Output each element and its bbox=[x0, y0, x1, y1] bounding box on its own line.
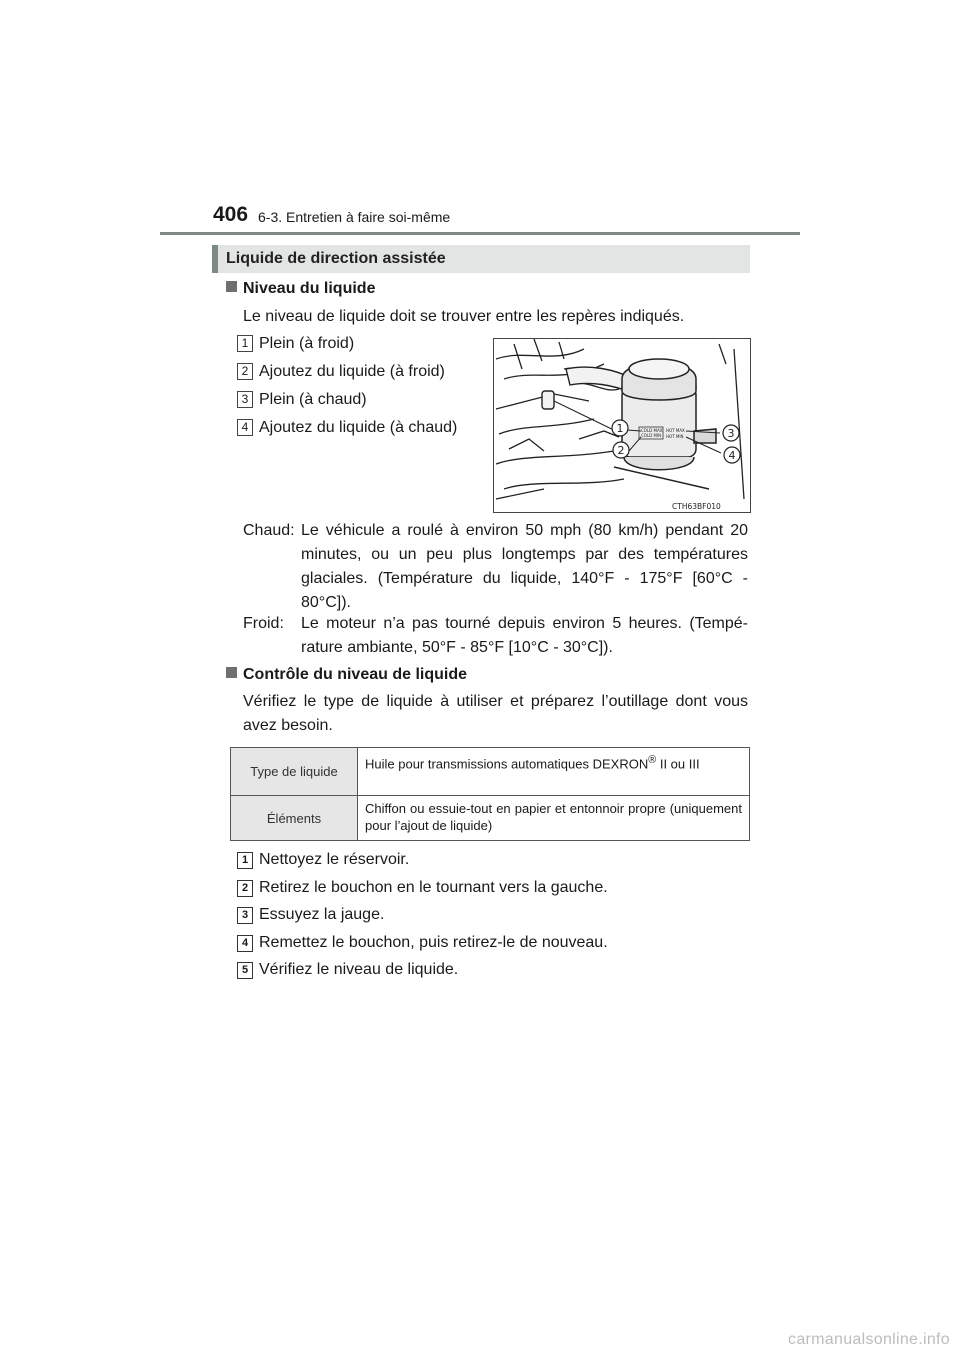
legend-item: 4 Ajoutez du liquide (à chaud) bbox=[237, 419, 457, 441]
table-row bbox=[231, 796, 750, 841]
table-label: Éléments bbox=[231, 796, 358, 841]
table-label: Type de liquide bbox=[231, 748, 358, 796]
illustration-code: CTH63BF010 bbox=[672, 502, 721, 511]
step-4-icon: 4 bbox=[237, 935, 253, 952]
level-check-intro: Vérifiez le type de liquide à utiliser et préparez l’outillage dont vous avez besoin. bbox=[243, 693, 748, 734]
section-banner bbox=[212, 245, 750, 273]
legend-item: 2 Ajoutez du liquide (à froid) bbox=[237, 363, 445, 385]
callout-1: 1 bbox=[616, 422, 624, 435]
step-item: 3 Essuyez la jauge. bbox=[237, 906, 384, 928]
step-5-icon: 5 bbox=[237, 962, 253, 979]
chapter-title: 6-3. Entretien à faire soi-même bbox=[258, 209, 451, 225]
mark-cold-min: COLD MIN bbox=[641, 433, 662, 438]
fluid-level-intro: Le niveau de liquide doit se trouver entre les repères indiqués. bbox=[243, 308, 685, 325]
reservoir-drawing bbox=[494, 339, 750, 512]
legend-item: 1 Plein (à froid) bbox=[237, 335, 354, 357]
definition-hot: Chaud: Le véhicule a roulé à environ 50 mph (80 km/h) pendant 20 minutes, ou un peu plus longtemps par des températures glaciales. (Température du liquide, 140°F - 175°F [60°C - 80°C]). bbox=[243, 522, 748, 611]
step-3-icon: 3 bbox=[237, 907, 253, 924]
fluid-level-heading: Niveau du liquide bbox=[226, 280, 375, 298]
mark-hot-max: HOT MAX bbox=[666, 428, 685, 433]
step-item: 4 Remettez le bouchon, puis retirez-le de nouveau. bbox=[237, 934, 608, 956]
callout-3: 3 bbox=[727, 427, 735, 440]
legend-item: 3 Plein (à chaud) bbox=[237, 391, 367, 413]
mark-cold-max: COLD MAX bbox=[641, 428, 663, 433]
callout-2: 2 bbox=[617, 444, 625, 457]
table-value: Huile pour transmissions automatiques DEXRON® II ou III bbox=[358, 748, 750, 796]
square-bullet-icon bbox=[226, 667, 237, 678]
number-2-icon: 2 bbox=[237, 363, 253, 380]
number-4-icon: 4 bbox=[237, 419, 253, 436]
step-1-icon: 1 bbox=[237, 852, 253, 869]
table-row bbox=[231, 748, 750, 796]
registered-mark: ® bbox=[648, 754, 657, 766]
level-check-heading: Contrôle du niveau de liquide bbox=[226, 666, 467, 684]
table-value: Chiffon ou essuie-tout en papier et entonnoir propre (uniquement pour l’ajout de liquide) bbox=[358, 796, 750, 841]
mark-hot-min: HOT MIN bbox=[666, 434, 684, 439]
reservoir-illustration bbox=[493, 338, 751, 513]
page-number: 406 bbox=[213, 203, 249, 226]
square-bullet-icon bbox=[226, 281, 237, 292]
watermark: carmanualsonline.info bbox=[788, 1331, 950, 1348]
callout-4: 4 bbox=[728, 449, 736, 462]
step-item: 1 Nettoyez le réservoir. bbox=[237, 851, 409, 873]
step-item: 2 Retirez le bouchon en le tournant vers la gauche. bbox=[237, 879, 608, 901]
definition-cold: Froid: Le moteur n’a pas tourné depuis environ 5 heures. (Tempé-rature ambiante, 50°F - 85°F [10°C - 30°C]). bbox=[243, 615, 748, 656]
number-1-icon: 1 bbox=[237, 335, 253, 352]
step-2-icon: 2 bbox=[237, 880, 253, 897]
step-item: 5 Vérifiez le niveau de liquide. bbox=[237, 961, 458, 983]
spec-table bbox=[230, 747, 750, 841]
header-rule bbox=[160, 232, 800, 235]
section-title: Liquide de direction assistée bbox=[226, 250, 446, 267]
number-3-icon: 3 bbox=[237, 391, 253, 408]
